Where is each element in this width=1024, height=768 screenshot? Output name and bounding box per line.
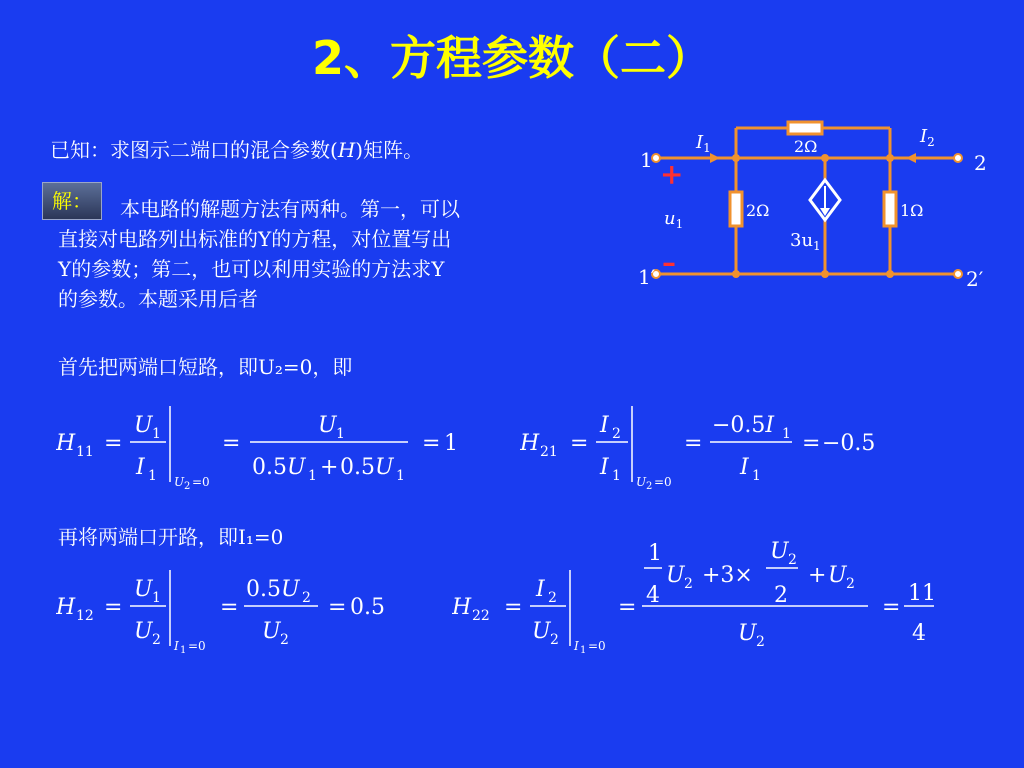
svg-text:1: 1 [152,590,161,606]
resistor-left-label: 2Ω [746,201,770,220]
svg-text:−0.5: −0.5 [822,431,876,456]
svg-text:=: = [422,431,441,456]
polarity-minus: – [662,246,676,279]
svg-text:1: 1 [396,468,405,484]
svg-text:=0: =0 [192,475,210,489]
svg-text:+3×: +3× [702,563,753,588]
svg-text:1: 1 [612,468,621,484]
solution-line-3: Y的参数；第二，也可以利用实验的方法求Y [58,257,445,281]
equation-h11 [56,398,466,494]
svg-text:I: I [574,639,579,653]
circuit-diagram [628,112,1008,302]
svg-text:U: U [770,539,789,564]
svg-text:11: 11 [76,444,94,460]
solution-line-1: 本电路的解题方法有两种。第一，可以 [120,197,460,221]
svg-text:I: I [600,413,609,438]
svg-text:U: U [134,619,153,644]
svg-text:H: H [56,431,76,456]
svg-text:2: 2 [184,481,191,492]
svg-text:4: 4 [646,583,660,608]
svg-text:2: 2 [302,590,311,606]
svg-text:2: 2 [646,481,653,492]
svg-text:0.5: 0.5 [350,595,385,620]
problem-statement [50,135,423,165]
svg-text:2: 2 [152,632,161,648]
svg-text:1: 1 [752,468,761,484]
svg-text:U: U [174,475,185,489]
svg-text:−0.5I: −0.5I [712,413,775,438]
svg-text:1: 1 [580,645,587,656]
port-2-label: 2 [974,151,987,175]
svg-text:I: I [600,455,609,480]
resistor-right [884,192,896,226]
resistor-left [730,192,742,226]
source-label: $3u_1$ [790,230,821,253]
svg-text:0.5U: 0.5U [252,455,306,480]
svg-text:1: 1 [336,426,345,442]
svg-text:21: 21 [540,444,558,460]
svg-text:I: I [136,455,145,480]
port-2p-label: 2′ [966,267,984,291]
svg-text:I: I [536,577,545,602]
step2-text: 再将两端口开路，即I₁=0 [58,525,284,549]
svg-text:4: 4 [912,621,926,646]
svg-text:=0: =0 [188,639,206,653]
svg-text:2: 2 [788,552,797,568]
svg-text:1: 1 [648,541,662,566]
solution-badge: 解： [42,182,102,220]
equation-h21 [520,398,900,494]
svg-text:2: 2 [612,426,621,442]
svg-text:+: + [320,455,339,480]
svg-text:U: U [134,413,153,438]
svg-text:H: H [520,431,540,456]
svg-text:U: U [828,563,847,588]
svg-text:1: 1 [152,426,161,442]
svg-text:0.5U: 0.5U [340,455,394,480]
solution-line-2: 直接对电路列出标准的Y的方程，对位置写出 [58,227,452,251]
solution-line-4: 的参数。本题采用后者 [58,287,258,311]
solution-paragraph [58,194,618,314]
svg-text:1: 1 [782,426,791,442]
step1-text: 首先把两端口短路，即U₂=0，即 [58,355,353,379]
page-title: 2、方程参数（二） [311,31,712,85]
svg-text:=: = [882,595,901,620]
svg-text:0.5U: 0.5U [246,577,300,602]
resistor-right-label: 1Ω [900,201,924,220]
problem-prefix: 已知：求图示二端口的混合参数( [50,138,338,162]
svg-text:1: 1 [308,468,317,484]
svg-text:=: = [504,595,523,620]
svg-text:2: 2 [846,576,855,592]
svg-text:=: = [684,431,703,456]
svg-text:1: 1 [180,645,187,656]
svg-text:U: U [738,621,757,646]
port-1-label: 1 [640,148,653,172]
svg-text:=: = [104,431,123,456]
resistor-top-label: 2Ω [794,137,818,156]
polarity-plus: + [660,158,684,191]
current-i2-label: $I_2$ [920,126,935,149]
svg-text:2: 2 [548,590,557,606]
svg-text:U: U [134,577,153,602]
current-i1-label: $I_1$ [696,132,711,155]
svg-text:2: 2 [684,576,693,592]
svg-text:1: 1 [148,468,157,484]
svg-text:=: = [618,595,637,620]
svg-text:=: = [802,431,821,456]
svg-text:U: U [666,563,685,588]
current-arrow-i1 [710,153,720,163]
svg-text:I: I [740,455,749,480]
svg-text:2: 2 [756,634,765,650]
equation-h22 [452,536,952,660]
svg-text:I: I [174,639,179,653]
svg-text:=0: =0 [654,475,672,489]
svg-text:U: U [262,619,281,644]
resistor-top [788,122,822,134]
voltage-u1-label: $u_1$ [664,208,684,231]
svg-text:2: 2 [774,583,788,608]
svg-text:11: 11 [908,581,936,606]
problem-suffix: )矩阵。 [355,138,424,162]
svg-text:=: = [104,595,123,620]
svg-text:=: = [570,431,589,456]
svg-text:1: 1 [444,431,458,456]
svg-text:U: U [636,475,647,489]
port-1p-label: 1′ [638,265,656,289]
svg-text:2: 2 [550,632,559,648]
svg-text:=0: =0 [588,639,606,653]
svg-text:U: U [318,413,337,438]
svg-text:2: 2 [280,632,289,648]
svg-text:H: H [452,595,472,620]
svg-text:=: = [220,595,239,620]
svg-text:=: = [328,595,347,620]
svg-text:+: + [808,563,827,588]
svg-text:22: 22 [472,608,490,624]
svg-text:12: 12 [76,608,94,624]
svg-text:=: = [222,431,241,456]
svg-text:H: H [56,595,76,620]
equation-h12 [56,562,416,658]
svg-text:U: U [532,619,551,644]
current-arrow-i2 [906,153,916,163]
problem-h-symbol: H [337,138,356,162]
